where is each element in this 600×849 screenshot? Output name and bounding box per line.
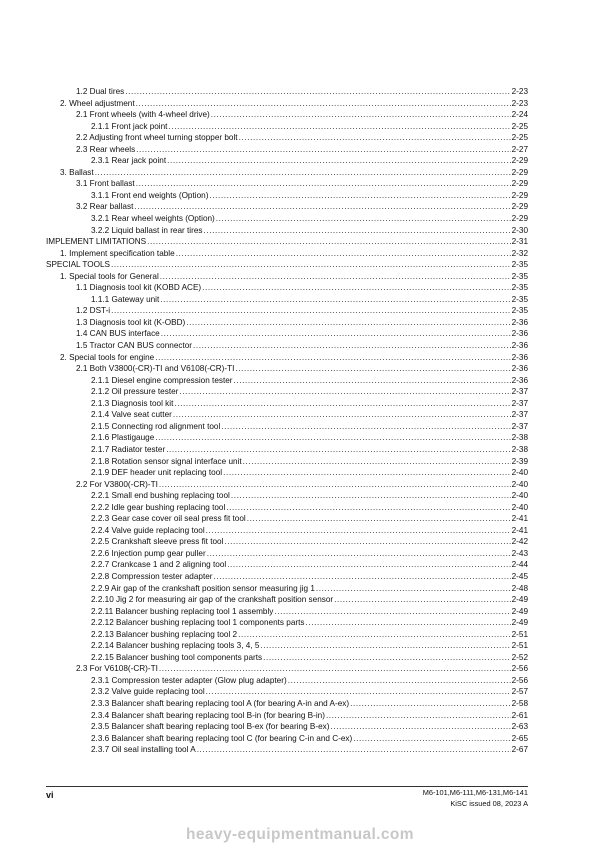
toc-entry[interactable] [46, 352, 528, 364]
toc-leader-dots [159, 479, 511, 491]
toc-entry-title: SPECIAL TOOLS [46, 260, 111, 270]
toc-entry-title: 2.1.1 Front jack point [91, 121, 168, 131]
toc-entry-title: 2.2 For V3800(-CR)-TI [76, 479, 158, 489]
toc-entry-page: 2-36 [511, 329, 528, 339]
toc-leader-dots [274, 606, 510, 618]
toc-leader-dots [211, 109, 511, 121]
toc-entry-page: 2-38 [511, 433, 528, 443]
toc-leader-dots [193, 340, 511, 352]
toc-entry[interactable] [46, 236, 528, 248]
toc-entry-page: 2-49 [511, 618, 528, 628]
toc-entry-page: 2-56 [511, 675, 528, 685]
toc-entry-title: 3.1.1 Front end weights (Option) [91, 190, 209, 200]
toc-entry[interactable] [46, 548, 528, 560]
toc-entry-page: 2-23 [511, 87, 528, 96]
toc-entry-title: 3.2 Rear ballast [76, 202, 134, 212]
toc-entry-page: 2-37 [511, 410, 528, 420]
toc-entry-page: 2-61 [511, 710, 528, 720]
toc-entry-page: 2-58 [511, 698, 528, 708]
toc-entry-title: 2.2.14 Balancer bushing replacing tools 3, 4, 5 [91, 641, 260, 651]
toc-entry-title: 1.3 Diagnosis tool kit (K-OBD) [76, 317, 186, 327]
toc-entry-title: 2.1 Both V3800(-CR)-TI and V6108(-CR)-TI [76, 364, 235, 374]
toc-entry-title: 2.1.4 Valve seat cutter [91, 410, 172, 420]
toc-entry[interactable] [46, 375, 528, 387]
page-number: vi [46, 790, 54, 800]
toc-leader-dots [330, 721, 510, 733]
toc-entry[interactable] [46, 155, 528, 167]
toc-entry-title: 2.3.5 Balancer shaft bearing replacing tool B-ex (for bearing B-ex) [91, 722, 330, 732]
toc-entry-title: 3. Ballast [60, 167, 94, 177]
toc-entry[interactable] [46, 467, 528, 479]
toc-entry-title: 2.3.6 Balancer shaft bearing replacing tool C (for bearing C-in and C-ex) [91, 733, 353, 743]
toc-entry[interactable] [46, 490, 528, 502]
toc-entry-page: 2-23 [511, 98, 528, 108]
toc-leader-dots [221, 421, 510, 433]
toc-entry-title: 2.1.8 Rotation sensor signal interface unit [91, 456, 242, 466]
toc-entry-title: 2.2.12 Balancer bushing replacing tool 1 components parts [91, 618, 305, 628]
toc-entry-title: 2. Special tools for engine [60, 352, 155, 362]
toc-entry[interactable] [46, 663, 528, 675]
toc-entry[interactable] [46, 721, 528, 733]
toc-leader-dots [167, 155, 511, 167]
issue-info: KiSC issued 08, 2023 A [450, 799, 528, 808]
toc-entry[interactable] [46, 294, 528, 306]
toc-entry-page: 2-36 [511, 317, 528, 327]
toc-entry-title: 2.3 Rear wheels [76, 144, 136, 154]
toc-leader-dots [147, 236, 511, 248]
toc-leader-dots [224, 536, 510, 548]
toc-leader-dots [288, 675, 511, 687]
toc-entry[interactable] [46, 710, 528, 722]
toc-leader-dots [235, 363, 510, 375]
toc-entry-title: 2.3.3 Balancer shaft bearing replacing tool A (for bearing A-in and A-ex) [91, 698, 350, 708]
toc-entry-page: 2-65 [511, 733, 528, 743]
toc-entry-title: 1. Special tools for General [60, 271, 159, 281]
toc-leader-dots [168, 121, 510, 133]
toc-entry[interactable] [46, 248, 528, 260]
toc-entry-page: 2-35 [511, 306, 528, 316]
toc-entry-page: 2-36 [511, 375, 528, 385]
toc-entry-page: 2-67 [511, 745, 528, 755]
toc-entry-title: 2.3.1 Compression tester adapter (Glow plug adapter) [91, 675, 287, 685]
toc-leader-dots [204, 225, 511, 237]
toc-leader-dots [243, 456, 511, 468]
toc-entry-title: 2.1.9 DEF header unit replacing tool [91, 468, 223, 478]
toc-entry[interactable] [46, 652, 528, 664]
toc-entry[interactable] [46, 479, 528, 491]
toc-entry-page: 2-37 [511, 398, 528, 408]
toc-entry[interactable] [46, 259, 528, 271]
toc-entry-page: 2-29 [511, 167, 528, 177]
toc-entry-page: 2-30 [511, 225, 528, 235]
toc-entry-title: 1.5 Tractor CAN BUS connector [76, 341, 193, 351]
toc-leader-dots [161, 328, 511, 340]
toc-leader-dots [207, 548, 511, 560]
toc-entry-title: 2.2.3 Gear case cover oil seal press fit tool [91, 514, 246, 524]
toc-leader-dots [334, 594, 510, 606]
toc-entry[interactable] [46, 271, 528, 283]
toc-leader-dots [231, 490, 511, 502]
toc-entry-title: 2.3.4 Balancer shaft bearing replacing tool B-in (for bearing B-in) [91, 710, 325, 720]
toc-leader-dots [350, 698, 511, 710]
toc-leader-dots [316, 583, 511, 595]
toc-leader-dots [353, 733, 510, 745]
toc-leader-dots [260, 640, 510, 652]
toc-leader-dots [173, 409, 511, 421]
toc-leader-dots [326, 710, 511, 722]
toc-entry-page: 2-31 [511, 237, 528, 247]
toc-entry[interactable] [46, 686, 528, 698]
toc-entry-page: 2-36 [511, 341, 528, 351]
toc-leader-dots [111, 259, 511, 271]
toc-entry[interactable] [46, 571, 528, 583]
toc-entry-page: 2-35 [511, 283, 528, 293]
toc-entry-page: 2-56 [511, 664, 528, 674]
toc-leader-dots [226, 502, 510, 514]
toc-leader-dots [214, 571, 511, 583]
toc-entry-title: 2.2.1 Small end bushing replacing tool [91, 491, 230, 501]
toc-entry[interactable] [46, 432, 528, 444]
toc-entry[interactable] [46, 421, 528, 433]
toc-entry-title: 2.2.15 Balancer bushing tool components parts [91, 652, 263, 662]
toc-entry[interactable] [46, 282, 528, 294]
toc-entry[interactable] [46, 733, 528, 745]
toc-entry-page: 2-38 [511, 444, 528, 454]
toc-entry[interactable] [46, 525, 528, 537]
toc-entry-page: 2-40 [511, 468, 528, 478]
toc-entry-title: 3.1 Front ballast [76, 179, 135, 189]
toc-entry-page: 2-40 [511, 491, 528, 501]
toc-entry-title: 2.2.13 Balancer bushing replacing tool 2 [91, 629, 238, 639]
toc-entry-title: 2.1 Front wheels (with 4-wheel drive) [76, 110, 210, 120]
toc-entry[interactable] [46, 698, 528, 710]
toc-entry-page: 2-32 [511, 248, 528, 258]
toc-entry-page: 2-37 [511, 387, 528, 397]
toc-entry[interactable] [46, 606, 528, 618]
toc-entry-page: 2-44 [511, 560, 528, 570]
toc-entry-title: 1.1.1 Gateway unit [91, 294, 160, 304]
toc-entry[interactable] [46, 617, 528, 629]
toc-entry-page: 2-41 [511, 525, 528, 535]
toc-entry[interactable] [46, 328, 528, 340]
toc-entry-page: 2-35 [511, 260, 528, 270]
toc-entry-title: 1.2 Dual tires [76, 87, 125, 96]
toc-leader-dots [136, 178, 511, 190]
toc-entry-title: 2.2 Adjusting front wheel turning stopper bolt [76, 133, 238, 143]
toc-entry[interactable] [46, 444, 528, 456]
toc-leader-dots [136, 144, 510, 156]
toc-entry-page: 2-36 [511, 364, 528, 374]
toc-entry-page: 2-25 [511, 121, 528, 131]
model-list: M6-101,M6-111,M6-131,M6-141 [422, 788, 528, 797]
toc-entry-title: 3.2.1 Rear wheel weights (Option) [91, 214, 215, 224]
toc-entry-title: 2.2.11 Balancer bushing replacing tool 1 assembly [91, 606, 274, 616]
toc-entry-page: 2-45 [511, 571, 528, 581]
toc-entry-page: 2-35 [511, 294, 528, 304]
toc-entry[interactable] [46, 594, 528, 606]
toc-entry-title: IMPLEMENT LIMITATIONS [46, 237, 147, 247]
toc-entry[interactable] [46, 305, 528, 317]
toc-entry-title: 2.3 For V6108(-CR)-TI [76, 664, 158, 674]
toc-entry-title: 2.3.2 Valve guide replacing tool [91, 687, 205, 697]
toc-entry-title: 2.1.7 Radiator tester [91, 444, 166, 454]
toc-entry-title: 2.2.6 Injection pump gear puller [91, 548, 206, 558]
toc-entry-page: 2-51 [511, 641, 528, 651]
toc-leader-dots [155, 432, 510, 444]
toc-entry-title: 2.2.7 Crankcase 1 and 2 aligning tool [91, 560, 227, 570]
toc-leader-dots [160, 294, 510, 306]
toc-entry-page: 2-27 [511, 144, 528, 154]
toc-entry[interactable] [46, 144, 528, 156]
toc-entry[interactable] [46, 98, 528, 110]
toc-entry[interactable] [46, 583, 528, 595]
toc-leader-dots [206, 525, 511, 537]
toc-leader-dots [155, 352, 510, 364]
toc-entry-title: 2.3.7 Oil seal installing tool A [91, 745, 196, 755]
footer-divider [46, 786, 528, 787]
toc-entry[interactable] [46, 513, 528, 525]
toc-entry[interactable] [46, 398, 528, 410]
toc-entry-title: 1.2 DST-i [76, 306, 111, 316]
toc-leader-dots [209, 190, 510, 202]
toc-leader-dots [206, 686, 511, 698]
watermark-text: heavy-equipmentmanual.com [186, 826, 414, 843]
toc-leader-dots [305, 617, 510, 629]
toc-entry-title: 1.1 Diagnosis tool kit (KOBD ACE) [76, 283, 202, 293]
toc-entry[interactable] [46, 201, 528, 213]
toc-entry-page: 2-57 [511, 687, 528, 697]
toc-entry[interactable] [46, 317, 528, 329]
toc-entry-title: 2.2.4 Valve guide replacing tool [91, 525, 205, 535]
toc-leader-dots [239, 132, 511, 144]
toc-leader-dots [136, 98, 511, 110]
toc-entry-page: 2-51 [511, 629, 528, 639]
table-of-contents [46, 86, 528, 756]
toc-entry[interactable] [46, 536, 528, 548]
toc-entry-page: 2-25 [511, 133, 528, 143]
toc-entry[interactable] [46, 213, 528, 225]
toc-entry[interactable] [46, 559, 528, 571]
toc-entry[interactable] [46, 409, 528, 421]
toc-leader-dots [263, 652, 510, 664]
toc-entry-page: 2-29 [511, 190, 528, 200]
toc-leader-dots [179, 386, 510, 398]
toc-leader-dots [186, 317, 510, 329]
toc-leader-dots [223, 467, 511, 479]
toc-entry-title: 1. Implement specification table [60, 248, 175, 258]
toc-entry-title: 2.2.8 Compression tester adapter [91, 571, 213, 581]
toc-entry-page: 2-49 [511, 595, 528, 605]
toc-entry-page: 2-29 [511, 214, 528, 224]
toc-entry-title: 1.4 CAN BUS interface [76, 329, 160, 339]
toc-entry[interactable] [46, 225, 528, 237]
toc-entry-title: 3.2.2 Liquid ballast in rear tires [91, 225, 203, 235]
toc-entry-page: 2-37 [511, 421, 528, 431]
toc-leader-dots [111, 305, 510, 317]
toc-leader-dots [134, 201, 510, 213]
toc-leader-dots [202, 282, 510, 294]
toc-leader-dots [160, 271, 511, 283]
toc-entry-page: 2-29 [511, 202, 528, 212]
toc-entry-page: 2-48 [511, 583, 528, 593]
toc-entry[interactable] [46, 744, 528, 756]
toc-entry-title: 2.1.5 Connecting rod alignment tool [91, 421, 221, 431]
toc-entry[interactable] [46, 629, 528, 641]
toc-entry-page: 2-35 [511, 271, 528, 281]
toc-entry-title: 2.3.1 Rear jack point [91, 156, 167, 166]
toc-entry-page: 2-43 [511, 548, 528, 558]
toc-entry-title: 2.1.6 Plastigauge [91, 433, 155, 443]
toc-leader-dots [234, 375, 511, 387]
toc-entry[interactable] [46, 190, 528, 202]
toc-leader-dots [125, 86, 510, 98]
toc-leader-dots [227, 559, 510, 571]
toc-entry-page: 2-63 [511, 722, 528, 732]
toc-entry-title: 2. Wheel adjustment [60, 98, 135, 108]
toc-entry-page: 2-42 [511, 537, 528, 547]
toc-entry-title: 2.1.3 Diagnosis tool kit [91, 398, 174, 408]
toc-entry-page: 2-40 [511, 479, 528, 489]
toc-leader-dots [238, 629, 510, 641]
toc-entry-title: 2.2.10 Jig 2 for measuring air gap of the crankshaft position sensor [91, 595, 334, 605]
toc-entry-title: 2.1.1 Diesel engine compression tester [91, 375, 233, 385]
toc-entry[interactable] [46, 456, 528, 468]
toc-entry[interactable] [46, 109, 528, 121]
toc-entry[interactable] [46, 167, 528, 179]
toc-entry[interactable] [46, 675, 528, 687]
toc-entry-page: 2-24 [511, 110, 528, 120]
toc-entry[interactable] [46, 363, 528, 375]
toc-entry-page: 2-40 [511, 502, 528, 512]
toc-leader-dots [216, 213, 511, 225]
toc-leader-dots [166, 444, 510, 456]
toc-entry[interactable] [46, 132, 528, 144]
toc-entry-title: 2.2.5 Crankshaft sleeve press fit tool [91, 537, 224, 547]
toc-entry-page: 2-36 [511, 352, 528, 362]
toc-entry[interactable] [46, 121, 528, 133]
toc-entry-page: 2-29 [511, 179, 528, 189]
toc-entry[interactable] [46, 340, 528, 352]
toc-leader-dots [95, 167, 511, 179]
toc-entry-title: 2.2.9 Air gap of the crankshaft position sensor measuring jig 1 [91, 583, 315, 593]
toc-entry[interactable] [46, 86, 528, 98]
toc-entry[interactable] [46, 640, 528, 652]
toc-leader-dots [176, 248, 511, 260]
toc-entry-page: 2-52 [511, 652, 528, 662]
toc-entry-page: 2-29 [511, 156, 528, 166]
toc-entry[interactable] [46, 178, 528, 190]
toc-leader-dots [159, 663, 511, 675]
toc-leader-dots [247, 513, 511, 525]
toc-entry-page: 2-49 [511, 606, 528, 616]
toc-entry-title: 2.2.2 Idle gear bushing replacing tool [91, 502, 226, 512]
toc-entry[interactable] [46, 502, 528, 514]
toc-entry-page: 2-41 [511, 514, 528, 524]
toc-entry-title: 2.1.2 Oil pressure tester [91, 387, 179, 397]
toc-entry[interactable] [46, 386, 528, 398]
toc-entry-page: 2-39 [511, 456, 528, 466]
toc-leader-dots [197, 744, 511, 756]
toc-leader-dots [174, 398, 510, 410]
